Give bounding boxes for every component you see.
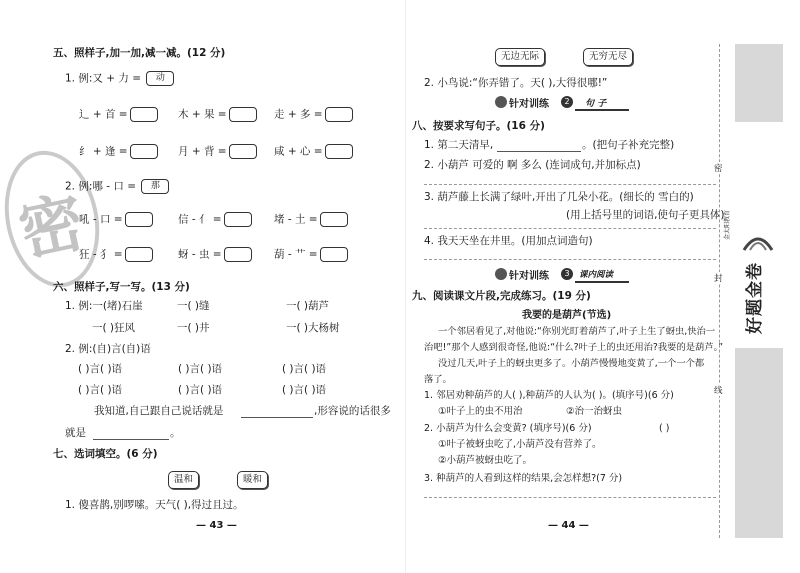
seal-glyph: 密 [12,184,91,272]
seal-label-mi: 密 [714,164,723,174]
seal-label-feng: 封 [714,274,723,284]
q5-row2-item3: 咸 + 心 = [274,144,355,159]
answer-box[interactable] [130,107,158,122]
passage-line-1: 一个邻居看见了,对他说:“你别光盯着葫芦了,叶子上生了蚜虫,快治一 [438,326,716,337]
q5-row1-item2: 木 + 果 = [178,107,259,122]
banner-sub: 课内阅读 [579,270,614,280]
q9-1-option-1[interactable]: ①叶子上的虫不用治 [438,406,523,417]
answer-box[interactable] [325,144,353,159]
sidebar-bottom-block [735,348,783,538]
q6-2-example: 2. 例:(自)言(自)语 [65,343,151,355]
page-number-44: — 44 — [548,520,589,531]
banner-number: 3 [561,268,573,280]
q9-2-option-2[interactable]: ②小葫芦被蚜虫吃了。 [438,455,533,466]
q5-row1-item3: 走 + 多 = [274,107,355,122]
q6-3-blank-1[interactable] [241,417,313,418]
answer-box[interactable] [125,247,153,262]
example-answer-box: 那 [141,179,169,194]
banner-underline [575,281,629,283]
answer-box[interactable] [325,107,353,122]
q6-2-item[interactable]: ( )言( )语 [282,363,327,375]
q6-3-text-c: 就是 [65,427,86,439]
word-chip-wenhe[interactable]: 温和 [168,471,199,489]
q9-2: 2. 小葫芦为什么会变黄? (填序号)(6 分) [424,423,592,434]
q8-1-blank[interactable] [497,151,581,152]
banner-number: 2 [561,96,573,108]
q5-row4-item1: 狂 - 犭 = [79,247,155,262]
banner-sub: 句 子 [585,99,607,109]
q5-2-example: 2. 例:哪 - 口 = 那 [65,179,171,194]
q6-3-text-a: 我知道,自己跟自己说话就是 [94,405,224,417]
answer-box[interactable] [224,247,252,262]
answer-box[interactable] [320,212,348,227]
q6-1-f[interactable]: 一( )大杨树 [286,322,340,334]
section-9-title: 九、阅读课文片段,完成练习。(19 分) [412,290,591,302]
q6-1-example: 1. 例:一(堵)石崖 [65,300,143,312]
banner-label: 针对训练 [509,271,549,282]
q5-row3-item2: 信 - 亻 = [178,212,254,227]
word-chip-nuanhe[interactable]: 暖和 [237,471,268,489]
q8-3-answer-line[interactable] [424,228,716,229]
q6-1-d[interactable]: 一( )狂风 [92,322,136,334]
q8-2-answer-line[interactable] [424,184,716,185]
word-chip-wubianwuji[interactable]: 无边无际 [495,48,545,66]
word-chip-wuqiongwujin[interactable]: 无穷无尽 [583,48,633,66]
q9-2-answer-paren[interactable]: ( ) [659,423,670,434]
answer-box[interactable] [229,107,257,122]
q8-2: 2. 小葫芦 可爱的 啊 多么 (连词成句,并加标点) [424,159,641,171]
q6-2-item[interactable]: ( )言( )语 [78,384,123,396]
q6-1-b[interactable]: 一( )缝 [177,300,210,312]
q6-3-text-b: ,形容说的话很多 [314,405,391,417]
banner-label: 针对训练 [509,99,549,110]
q8-4-answer-line[interactable] [424,259,716,260]
example-answer-box: 动 [146,71,174,86]
q9-1-option-2[interactable]: ②治一治蚜虫 [566,406,623,417]
banner-bell-icon [495,96,507,108]
section-7-title: 七、选词填空。(6 分) [53,448,158,460]
q5-1-example: 1. 例:又 + 力 = 动 [65,71,176,86]
banner-bell-icon [495,268,507,280]
sidebar-top-block [735,44,783,122]
q5-row3-item1: 吼 - 口 = [79,212,155,227]
brand-logo-icon [742,230,774,252]
page-fold [405,0,406,573]
q7-1: 1. 傻喜鹊,别啰嗦。天气( ),得过且过。 [65,499,244,511]
q9-2-option-1[interactable]: ①叶子被蚜虫吃了,小葫芦没有营养了。 [438,439,602,450]
q8-3: 3. 葫芦藤上长满了绿叶,开出了几朵小花。(细长的 雪白的) [424,191,694,203]
answer-box[interactable] [320,247,348,262]
q5-row4-item3: 葫 - 艹 = [274,247,350,262]
q6-3-text-d: 。 [170,427,181,439]
q5-row2-item1: 纟 + 逢 = [79,144,160,159]
page-number-43: — 43 — [196,520,237,531]
answer-box[interactable] [125,212,153,227]
q6-1-c[interactable]: 一( )葫芦 [286,300,330,312]
banner-underline [575,109,629,111]
answer-box[interactable] [229,144,257,159]
passage-line-4: 落了。 [424,374,452,385]
q5-row4-item2: 蚜 - 虫 = [178,247,254,262]
section-8-title: 八、按要求写句子。(16 分) [412,120,545,132]
section-5-title: 五、照样子,加一加,减一减。(12 分) [53,47,226,59]
practice-banner-3 [495,266,630,282]
q6-2-item[interactable]: ( )言( )语 [282,384,327,396]
answer-box[interactable] [224,212,252,227]
passage-line-3: 没过几天,叶子上的蚜虫更多了。小葫芦慢慢地变黄了,一个一个都 [438,358,705,369]
q5-row2-item2: 月 + 背 = [178,144,259,159]
brand-logo-small: 金太阳教育 [724,209,731,240]
practice-banner-2 [495,94,630,110]
q7-2: 2. 小鸟说:“你弄错了。天( ),大得很哪!” [424,77,608,89]
q6-2-item[interactable]: ( )言( )语 [78,363,123,375]
section-6-title: 六、照样子,写一写。(13 分) [53,281,190,293]
q9-3: 3. 种葫芦的人看到这样的结果,会怎样想?(7 分) [424,473,623,484]
q8-1-lead: 1. 第二天清早, [424,139,494,151]
seal-dashed-line [719,44,720,538]
q8-3-hint: (用上括号里的词语,使句子更具体) [566,209,725,221]
seal-label-xian: 线 [714,386,723,396]
q6-2-item[interactable]: ( )言( )语 [178,384,223,396]
q5-row3-item3: 堵 - 土 = [274,212,350,227]
q8-4: 4. 我天天坐在井里。(用加点词造句) [424,235,593,247]
answer-box[interactable] [130,144,158,159]
brand-logo-title: 好题金卷 [745,262,765,334]
q8-1-hint: 。(把句子补充完整) [582,139,675,151]
q6-2-item[interactable]: ( )言( )语 [178,363,223,375]
q6-3-blank-2[interactable] [93,439,169,440]
passage-line-2: 治吧!”那个人感到很奇怪,他说:“什么?叶子上的虫还用治?我要的是葫芦。” [424,342,724,353]
passage-title: 我要的是葫芦(节选) [522,310,612,321]
q9-3-answer-line[interactable] [424,497,716,498]
q5-row1-item1: 辶 + 首 = [79,107,160,122]
q9-1: 1. 邻居劝种葫芦的人( ),种葫芦的人认为( )。(填序号)(6 分) [424,390,674,401]
q6-1-e[interactable]: 一( )井 [177,322,210,334]
